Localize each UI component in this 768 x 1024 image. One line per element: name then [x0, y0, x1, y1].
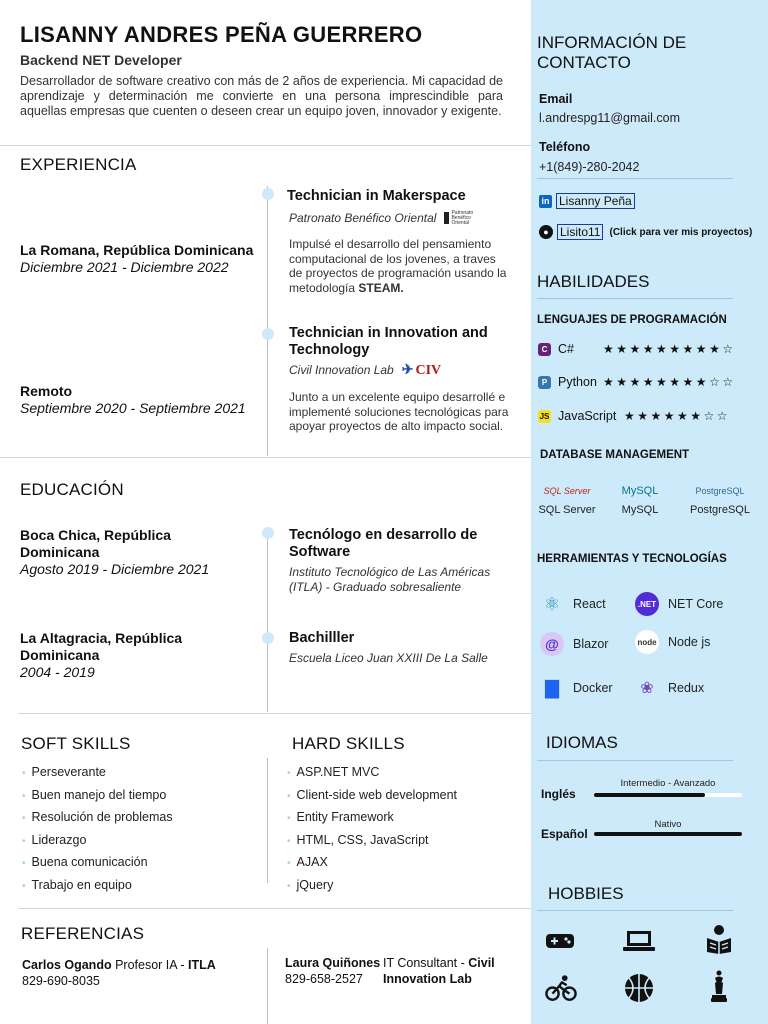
experience-location-2	[20, 383, 246, 417]
reference-org: Civil Innovation Lab	[383, 956, 495, 986]
rating-javascript: ★★★★★★☆☆	[624, 409, 731, 423]
rating-python: ★★★★★★★★☆☆	[603, 375, 736, 389]
english-bar	[594, 793, 742, 797]
linkedin-icon: in	[539, 195, 552, 208]
timeline-dot	[262, 188, 274, 200]
reference-role: IT Consultant -	[383, 956, 465, 970]
education-location-1	[20, 527, 250, 578]
position-title: Technician in Makerspace	[287, 188, 466, 204]
period-text: Diciembre 2021 - Diciembre 2022	[20, 259, 229, 275]
chess-icon	[703, 970, 735, 1002]
list-item: • Entity Framework	[287, 807, 457, 830]
sql-server-icon: SQL Server	[543, 486, 591, 496]
organization: Civil Innovation Lab	[289, 363, 394, 377]
organization: Patronato Benéfico Oriental	[289, 210, 437, 225]
list-item: • Buena comunicación	[22, 852, 173, 875]
language-javascript: JS JavaScript	[539, 409, 617, 423]
location-text: La Romana, República Dominicana	[20, 242, 254, 258]
divider	[18, 908, 531, 909]
column-divider	[267, 758, 268, 883]
python-icon: P	[538, 376, 551, 389]
tools-title: HERRAMIENTAS Y TECNOLOGÍAS	[537, 553, 727, 565]
github-link[interactable]	[539, 224, 752, 240]
contact-title: INFORMACIÓN DE CONTACTO	[537, 33, 687, 72]
education-entry-2	[289, 630, 511, 666]
pbo-logo: Patronato Benéfico Oriental	[444, 209, 482, 227]
list-item: • Perseverante	[22, 762, 173, 785]
location-text: Remoto	[20, 383, 73, 399]
list-item: • Trabajo en equipo	[22, 875, 173, 898]
list-item: • jQuery	[287, 875, 457, 898]
docker-icon: ▇	[545, 677, 559, 698]
divider	[537, 760, 733, 761]
column-divider	[267, 948, 268, 1024]
period-text: Septiembre 2020 - Septiembre 2021	[20, 400, 246, 416]
divider	[0, 457, 531, 458]
english-level: Intermedio - Avanzado	[620, 778, 716, 789]
reference-role: Profesor IA -	[115, 958, 185, 972]
laptop-icon	[623, 925, 655, 957]
list-item: • Buen manejo del tiempo	[22, 785, 173, 808]
divider	[537, 178, 733, 179]
english-label: Inglés	[541, 787, 576, 801]
location-text: Boca Chica, República Dominicana	[20, 527, 171, 560]
spanish-bar	[594, 832, 742, 836]
reference-phone: 829-658-2527	[285, 972, 363, 986]
timeline-line	[267, 186, 268, 456]
description-bold: STEAM.	[358, 280, 404, 295]
language-python: P Python	[538, 375, 597, 389]
section-title-references: REFERENCIAS	[21, 924, 145, 943]
nodejs-icon: node	[635, 630, 659, 654]
experience-entry-2	[289, 325, 511, 434]
basketball-icon	[623, 972, 655, 1004]
experience-entry-1	[287, 188, 509, 295]
list-item: • Client-side web development	[287, 785, 457, 808]
section-title-education: EDUCACIÓN	[20, 480, 124, 499]
list-item: • HTML, CSS, JavaScript	[287, 830, 457, 853]
github-hint: (Click para ver mis proyectos)	[609, 226, 753, 238]
summary: Desarrollador de software creativo con más de 2 años de experiencia. Mi capacidad de aprendizaje y determinación me convierte en una persona imprescindible para aquellas empresas que cuenten o deseen crear un equipo joven, innovador y exigente.	[20, 74, 503, 118]
civ-logo: ✈ CIV	[401, 363, 442, 378]
github-icon: ●	[539, 225, 553, 239]
timeline-dot	[262, 328, 274, 340]
github-label: Lisito11	[557, 224, 603, 240]
degree-title: Tecnólogo en desarrollo de Software	[289, 527, 478, 560]
section-title-experience: EXPERIENCIA	[20, 155, 137, 174]
database-title: DATABASE MANAGEMENT	[540, 449, 690, 461]
experience-location-1	[20, 242, 253, 276]
full-name: LISANNY ANDRES PEÑA GUERRERO	[20, 22, 423, 47]
list-item: • ASP.NET MVC	[287, 762, 457, 785]
blazor-icon: @	[540, 632, 564, 656]
degree-title: Bachilller	[289, 630, 355, 646]
reference-1	[22, 957, 216, 989]
language-csharp: C C#	[538, 342, 574, 356]
list-item: • AJAX	[287, 852, 457, 875]
cycling-icon	[545, 972, 577, 1004]
location-text: La Altagracia, República Dominicana	[20, 630, 183, 663]
tool-nodejs: node Node js	[635, 630, 710, 654]
mysql-item: MySQL MySQL	[612, 478, 668, 516]
section-title-hard-skills: HARD SKILLS	[292, 734, 405, 753]
skills-title: HABILIDADES	[537, 272, 650, 291]
position-title: Technician in Innovation and Technology	[289, 325, 488, 358]
languages-title: IDIOMAS	[546, 733, 618, 752]
divider	[537, 298, 733, 299]
tool-redux: ❀ Redux	[635, 676, 704, 700]
hobbies-title: HOBBIES	[548, 884, 624, 903]
email-label: Email	[539, 92, 573, 106]
postgresql-item: PostgreSQL PostgreSQL	[688, 478, 752, 516]
spanish-label: Español	[541, 827, 588, 841]
tool-react: ⚛ React	[540, 592, 606, 616]
postgresql-icon: PostgreSQL	[695, 486, 745, 496]
education-entry-1	[289, 527, 514, 595]
timeline-dot	[262, 632, 274, 644]
reference-name: Carlos Ogando	[22, 958, 112, 972]
email-value[interactable]: l.andrespg11@gmail.com	[539, 111, 680, 125]
hard-skills-list	[287, 762, 457, 897]
tool-docker: ▇ Docker	[540, 676, 613, 700]
spanish-level: Nativo	[654, 819, 682, 830]
timeline-dot	[262, 527, 274, 539]
redux-icon: ❀	[640, 680, 654, 697]
sql-server-item: SQL Server SQL Server	[537, 478, 597, 516]
net-core-icon: .NET	[635, 592, 659, 616]
job-title: Backend NET Developer	[20, 52, 182, 68]
divider	[537, 910, 733, 911]
reference-2	[285, 955, 385, 987]
linkedin-link[interactable]	[539, 193, 635, 209]
divider	[18, 713, 531, 714]
list-item: • Liderazgo	[22, 830, 173, 853]
divider	[0, 145, 531, 146]
timeline-line	[267, 527, 268, 712]
period-text: Agosto 2019 - Diciembre 2021	[20, 561, 210, 577]
education-location-2	[20, 630, 250, 681]
soft-skills-list	[22, 762, 173, 897]
programming-title: LENGUAJES DE PROGRAMACIÓN	[537, 314, 727, 326]
react-icon: ⚛	[543, 593, 561, 614]
school: Escuela Liceo Juan XXIII De La Salle	[289, 651, 488, 665]
period-text: 2004 - 2019	[20, 664, 95, 680]
gamepad-icon	[544, 925, 576, 957]
description: Impulsé el desarrollo del pensamiento computacional de los jovenes, a traves de proyectos de programación usando la metodología	[289, 237, 507, 295]
mysql-icon: MySQL	[621, 485, 659, 497]
rating-csharp: ★★★★★★★★★☆	[603, 342, 736, 356]
reference-2-role	[383, 955, 513, 987]
reference-org: ITLA	[188, 958, 216, 972]
section-title-soft-skills: SOFT SKILLS	[21, 734, 131, 753]
school: Instituto Tecnológico de Las Américas (ITLA) - Graduado sobresaliente	[289, 565, 491, 594]
javascript-icon: JS	[539, 411, 550, 421]
csharp-icon: C	[538, 343, 551, 356]
description: Junto a un excelente equipo desarrollé e implementé soluciones tecnológicas para apoyar proyectos de alto impacto social.	[289, 390, 509, 433]
phone-label: Teléfono	[539, 140, 591, 154]
tool-net-core: .NET NET Core	[635, 592, 723, 616]
phone-value: +1(849)-280-2042	[539, 160, 640, 174]
reading-icon	[703, 923, 735, 955]
list-item: • Resolución de problemas	[22, 807, 173, 830]
tool-blazor: @ Blazor	[540, 632, 608, 656]
reference-name: Laura Quiñones	[285, 956, 381, 970]
linkedin-label: Lisanny Peña	[556, 193, 635, 209]
reference-phone: 829-690-8035	[22, 974, 100, 988]
